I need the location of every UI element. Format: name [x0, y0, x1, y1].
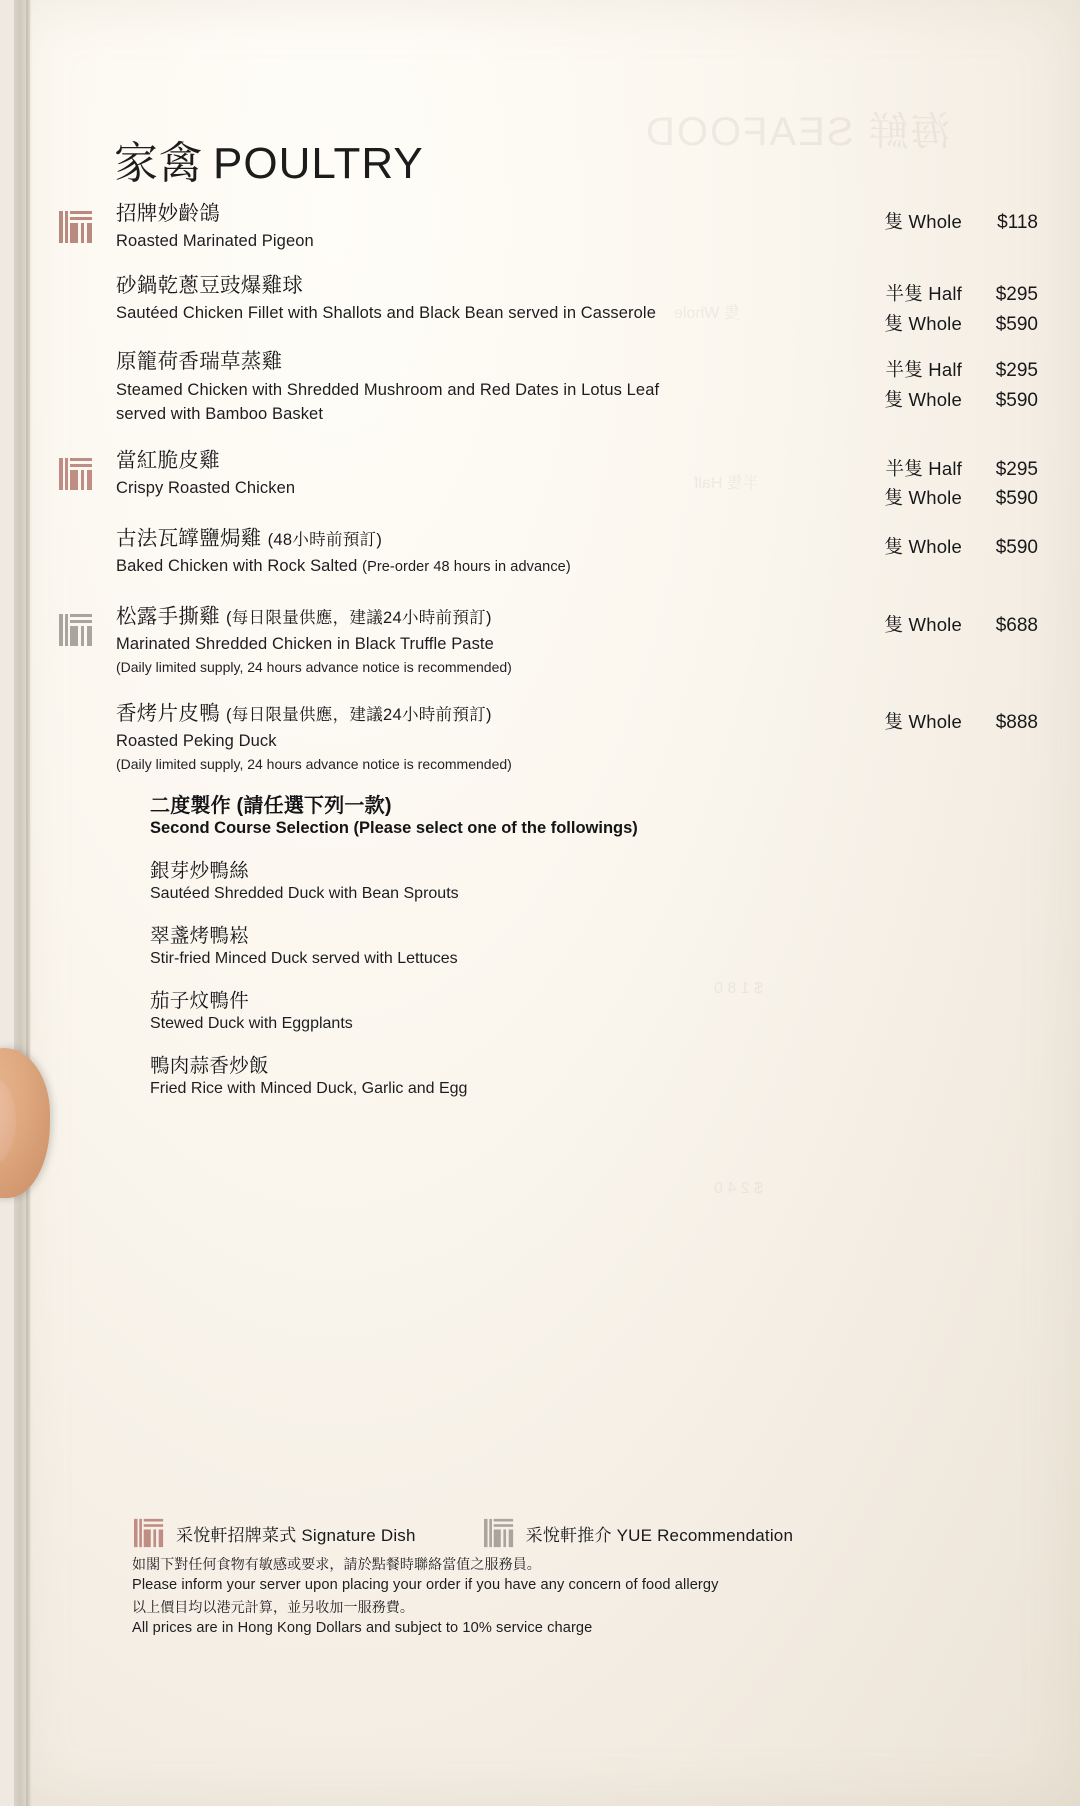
menu-item-en: Roasted Marinated Pigeon [116, 232, 314, 251]
price-notice-en: All prices are in Hong Kong Dollars and subject to 10% service charge [132, 1619, 593, 1636]
bleed-through-line-2: 半隻 Half [694, 475, 759, 492]
menu-item-en-text: Baked Chicken with Rock Salted [116, 557, 358, 576]
bleed-through-line-4: $ 2 4 0 [714, 1180, 763, 1197]
menu-item-prices [885, 455, 1039, 514]
portion-en: Whole [908, 613, 962, 635]
allergy-notice-cn: 如閣下對任何食物有敏感或要求，請於點餐時聯絡當值之服務員。 [132, 1556, 541, 1572]
menu-footer [132, 1518, 932, 1640]
menu-item-en: Marinated Shredded Chicken in Black Truffle Paste [116, 635, 494, 654]
legend-signature-en: Signature Dish [301, 1525, 416, 1545]
option-en: Fried Rice with Minced Duck, Garlic and Egg [150, 1079, 468, 1097]
second-course-option [150, 855, 1038, 903]
price-row [885, 356, 1039, 385]
menu-item-prices [885, 356, 1039, 415]
portion-label [885, 611, 963, 640]
portion-cn: 隻 [884, 535, 904, 557]
menu-item-cn [116, 447, 728, 475]
menu-item-en: Sautéed Chicken Fillet with Shallots and Black Bean served in Casserole [116, 304, 656, 323]
price-row [885, 611, 1039, 640]
portion-en: Whole [908, 710, 962, 732]
price-row [885, 208, 1039, 237]
portion-cn: 隻 [884, 486, 904, 508]
menu-item-cn [116, 348, 708, 376]
bleed-through-line-3: $ 1 8 0 [714, 980, 763, 997]
price-notice-cn: 以上價目均以港元計算，並另收加一服務費。 [132, 1598, 414, 1615]
portion-cn: 隻 [884, 388, 904, 410]
second-course-option [150, 985, 1038, 1033]
option-cn: 翠盞烤鴨崧 [150, 924, 250, 947]
portion-label [886, 280, 962, 309]
menu-item-cn-text: 招牌妙齡鴿 [116, 202, 220, 225]
menu-item-en: Crispy Roasted Chicken [116, 478, 296, 497]
portion-label [885, 208, 963, 237]
menu-item-cn-note: (每日限量供應，建議24小時前預訂) [226, 705, 492, 724]
option-en: Stewed Duck with Eggplants [150, 1014, 353, 1032]
portion-label [885, 310, 963, 339]
menu-item [58, 603, 1038, 678]
second-course-option [150, 920, 1038, 968]
legend-row [132, 1518, 932, 1548]
portion-en: Whole [908, 211, 962, 232]
menu-item-prices [885, 611, 1039, 640]
price-amount: $590 [995, 313, 1038, 335]
bleed-through-title: 海鮮 SEAFOOD [644, 110, 951, 154]
portion-cn: 隻 [884, 211, 904, 232]
menu-item-cn-note: (每日限量供應，建議24小時前預訂) [226, 608, 492, 627]
portion-en: Half [928, 359, 962, 381]
menu-page [14, 0, 1080, 1806]
signature-dish-icon [132, 1518, 166, 1548]
menu-item-cn [116, 272, 728, 300]
menu-item-cn-text: 松露手撕雞 [116, 604, 220, 628]
menu-item-cn-text: 古法瓦罉鹽焗雞 [116, 526, 262, 550]
price-amount: $688 [995, 614, 1038, 636]
option-en: Stir-fried Minced Duck served with Lettuces [150, 949, 458, 967]
portion-en: Half [928, 457, 962, 479]
portion-cn: 隻 [884, 613, 904, 635]
menu-item-cn-note: (48小時前預訂) [267, 530, 383, 549]
price-row [885, 280, 1039, 309]
portion-en: Whole [908, 535, 962, 557]
menu-item-cn-text: 當紅脆皮雞 [116, 448, 220, 472]
menu-item-en: Steamed Chicken with Shredded Mushroom and Red Dates in Lotus Leaf served with Bamboo Basket [116, 380, 660, 423]
legend-signature-cn: 采悅軒招牌菜式 [176, 1525, 297, 1545]
yue-recommendation-icon [482, 1518, 516, 1548]
signature-dish-icon [58, 457, 94, 491]
legend-signature-label [176, 1521, 416, 1546]
price-amount: $295 [995, 458, 1038, 480]
bleed-through-line-1: 隻 Whole [674, 305, 740, 322]
portion-label [885, 484, 963, 513]
price-row [885, 386, 1039, 415]
portion-cn: 隻 [884, 710, 904, 732]
price-row [885, 310, 1039, 339]
page-title-en: POULTRY [213, 139, 424, 189]
portion-label [885, 533, 963, 562]
price-amount: $888 [995, 711, 1038, 733]
page-edge-shadow [26, 0, 32, 1806]
option-cn: 鴨肉蒜香炒飯 [150, 1054, 269, 1077]
page-title-cn: 家禽 [114, 139, 203, 189]
second-course-heading-cn: 二度製作 (請任選下列一款) [150, 794, 392, 817]
price-amount: $295 [995, 360, 1038, 382]
portion-en: Whole [908, 388, 962, 410]
allergy-notice-en: Please inform your server upon placing your order if you have any concern of food allergy [132, 1577, 719, 1593]
menu-item-cn-text: 原籠荷香瑞草蒸雞 [116, 350, 283, 374]
menu-item [58, 525, 1038, 579]
portion-en: Half [928, 283, 962, 305]
portion-cn: 隻 [884, 312, 904, 334]
menu-item-en-note: (Daily limited supply, 24 hours advance notice is recommended) [116, 755, 512, 772]
price-amount: $590 [995, 389, 1038, 411]
portion-cn: 半隻 [885, 359, 923, 381]
menu-item-en: Roasted Peking Duck [116, 732, 277, 751]
menu-item-en [116, 555, 728, 579]
menu-item-prices [885, 208, 1039, 237]
price-row [885, 455, 1039, 484]
page-title [114, 127, 424, 191]
menu-item-prices [885, 708, 1039, 737]
portion-label [886, 356, 962, 385]
menu-item-prices [885, 533, 1039, 562]
portion-cn: 半隻 [885, 457, 923, 479]
signature-dish-icon [58, 210, 94, 244]
price-row [885, 533, 1039, 562]
portion-label [885, 708, 963, 737]
menu-item-en-note: (Pre-order 48 hours in advance) [362, 559, 571, 576]
menu-item-cn [116, 700, 728, 728]
price-amount: $295 [995, 284, 1038, 306]
second-course-heading-en: Second Course Selection (Please select one of the followings) [150, 818, 638, 837]
second-course-option [150, 1050, 1038, 1098]
portion-label [886, 455, 962, 484]
menu-item-list [58, 200, 1038, 1116]
menu-item-cn-text: 香烤片皮鴨 [116, 701, 220, 725]
yue-recommendation-icon [58, 613, 94, 647]
menu-item-cn [116, 603, 728, 631]
menu-item-en-note: (Daily limited supply, 24 hours advance notice is recommended) [116, 659, 512, 676]
price-amount: $590 [995, 536, 1038, 558]
menu-item [58, 447, 1038, 509]
second-course-section [150, 789, 1038, 1098]
menu-item-cn [116, 200, 728, 228]
option-cn: 茄子炆鴨件 [150, 989, 250, 1012]
menu-item [58, 272, 1038, 335]
legend-recommendation-label [526, 1521, 793, 1546]
legend-recommendation-en: YUE Recommendation [616, 1525, 794, 1545]
legend-recommendation-cn: 采悅軒推介 [525, 1525, 612, 1545]
price-amount: $590 [995, 487, 1038, 509]
portion-en: Whole [908, 312, 962, 334]
option-cn: 銀芽炒鴨絲 [150, 859, 250, 882]
portion-label [885, 386, 963, 415]
price-row [885, 708, 1039, 737]
menu-item [58, 700, 1038, 1098]
portion-en: Whole [908, 486, 962, 508]
menu-item-cn [116, 525, 728, 553]
menu-item-cn-text: 砂鍋乾蔥豆豉爆雞球 [116, 274, 304, 298]
menu-item [58, 200, 1038, 254]
price-row [885, 484, 1039, 513]
menu-item [58, 348, 1038, 426]
price-amount: $118 [997, 212, 1038, 233]
option-en: Sautéed Shredded Duck with Bean Sprouts [150, 884, 459, 902]
portion-cn: 半隻 [885, 283, 923, 305]
menu-item-prices [885, 280, 1039, 339]
